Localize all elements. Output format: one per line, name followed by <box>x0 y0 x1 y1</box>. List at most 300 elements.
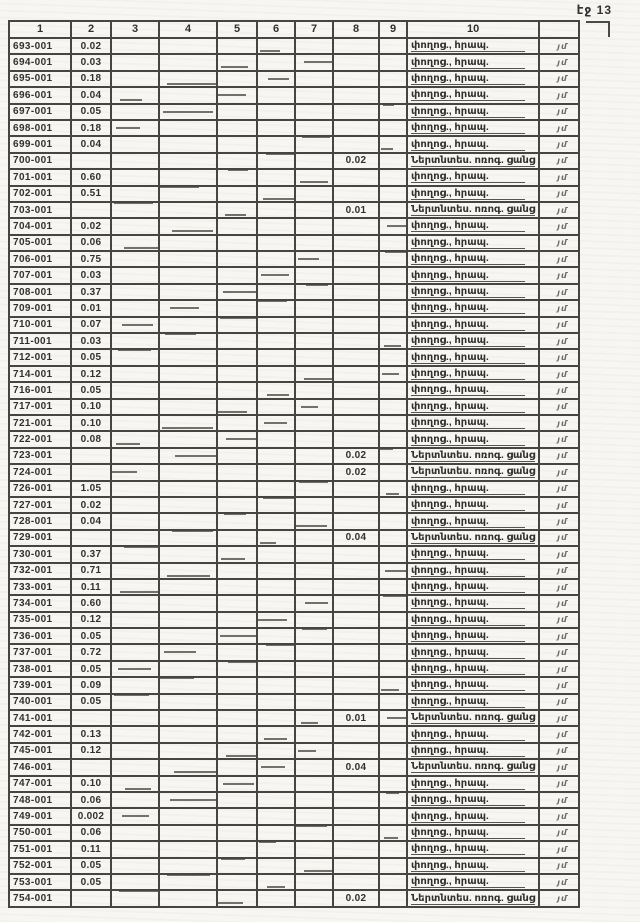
empty-cell <box>257 300 295 316</box>
empty-cell <box>295 186 333 202</box>
empty-cell <box>111 153 159 169</box>
description-text: փողոց., հրապ. <box>411 89 525 101</box>
land-use-description <box>407 890 539 906</box>
empty-cell <box>159 776 217 792</box>
parcel-code: 712-001 <box>9 349 71 365</box>
land-use-description <box>407 464 539 480</box>
empty-cell <box>159 104 217 120</box>
empty-cell <box>379 546 407 562</box>
margin-note-cell <box>539 136 579 152</box>
empty-cell <box>159 120 217 136</box>
scan-artifact-line <box>387 225 407 227</box>
header-row <box>9 21 579 38</box>
empty-cell <box>217 333 257 349</box>
empty-cell <box>257 415 295 431</box>
empty-cell <box>257 202 295 218</box>
empty-cell <box>379 513 407 529</box>
empty-cell <box>111 317 159 333</box>
handwritten-margin-note: յմ <box>557 221 568 231</box>
table-row <box>9 825 579 841</box>
parcel-code: 704-001 <box>9 218 71 234</box>
land-use-description <box>407 726 539 742</box>
col8-value <box>333 579 379 595</box>
area-value: 0.06 <box>71 235 111 251</box>
empty-cell <box>111 366 159 382</box>
empty-cell <box>379 563 407 579</box>
table-row <box>9 792 579 808</box>
empty-cell <box>257 513 295 529</box>
empty-cell <box>295 153 333 169</box>
col8-value <box>333 104 379 120</box>
description-text: փողոց., հրապ. <box>411 843 525 855</box>
land-use-description <box>407 841 539 857</box>
scan-artifact-line <box>384 345 401 347</box>
margin-note-cell <box>539 497 579 513</box>
empty-cell <box>159 153 217 169</box>
handwritten-margin-note: յմ <box>557 697 568 707</box>
handwritten-margin-note: յմ <box>557 566 568 576</box>
handwritten-margin-note: յմ <box>557 615 568 625</box>
empty-cell <box>379 284 407 300</box>
empty-cell <box>295 87 333 103</box>
empty-cell <box>111 38 159 54</box>
parcel-code: 696-001 <box>9 87 71 103</box>
handwritten-margin-note: յմ <box>557 41 568 51</box>
empty-cell <box>295 481 333 497</box>
col8-value: 0.02 <box>333 448 379 464</box>
margin-note-cell <box>539 726 579 742</box>
empty-cell <box>159 186 217 202</box>
description-text: փողոց., հրապ. <box>411 794 525 806</box>
margin-note-cell <box>539 776 579 792</box>
empty-cell <box>295 317 333 333</box>
handwritten-margin-note: յմ <box>557 467 568 477</box>
empty-cell <box>111 530 159 546</box>
scan-artifact-line <box>298 258 320 260</box>
margin-note-cell <box>539 186 579 202</box>
empty-cell <box>379 792 407 808</box>
margin-note-cell <box>539 300 579 316</box>
area-value: 0.72 <box>71 644 111 660</box>
handwritten-margin-note: յմ <box>557 320 568 330</box>
area-value: 1.05 <box>71 481 111 497</box>
col8-value <box>333 825 379 841</box>
empty-cell <box>257 694 295 710</box>
parcel-code: 711-001 <box>9 333 71 349</box>
column-header-3: 3 <box>111 21 159 38</box>
col8-value <box>333 366 379 382</box>
description-text: փողոց., հրապ. <box>411 417 525 429</box>
empty-cell <box>159 382 217 398</box>
col8-value <box>333 726 379 742</box>
margin-note-cell <box>539 317 579 333</box>
area-value: 0.04 <box>71 87 111 103</box>
parcel-code: 700-001 <box>9 153 71 169</box>
empty-cell <box>379 579 407 595</box>
col8-value <box>333 399 379 415</box>
empty-cell <box>257 120 295 136</box>
handwritten-margin-note: յմ <box>557 762 568 772</box>
empty-cell <box>295 431 333 447</box>
margin-note-cell <box>539 825 579 841</box>
margin-note-cell <box>539 530 579 546</box>
description-text: փողոց., հրապ. <box>411 286 525 298</box>
parcel-code: 714-001 <box>9 366 71 382</box>
empty-cell <box>257 776 295 792</box>
empty-cell <box>257 759 295 775</box>
empty-cell <box>111 104 159 120</box>
empty-cell <box>111 186 159 202</box>
empty-cell <box>295 595 333 611</box>
empty-cell <box>111 776 159 792</box>
scan-artifact-line <box>220 635 256 637</box>
land-use-description <box>407 300 539 316</box>
empty-cell <box>111 169 159 185</box>
empty-cell <box>111 513 159 529</box>
table-row <box>9 743 579 759</box>
empty-cell <box>217 694 257 710</box>
area-value <box>71 710 111 726</box>
empty-cell <box>111 874 159 890</box>
empty-cell <box>217 825 257 841</box>
margin-note-cell <box>539 841 579 857</box>
col8-value <box>333 694 379 710</box>
col8-value <box>333 71 379 87</box>
margin-note-cell <box>539 612 579 628</box>
handwritten-margin-note: յմ <box>557 238 568 248</box>
col8-value: 0.04 <box>333 530 379 546</box>
table-row <box>9 858 579 874</box>
empty-cell <box>111 481 159 497</box>
col8-value <box>333 267 379 283</box>
empty-cell <box>111 284 159 300</box>
empty-cell <box>295 399 333 415</box>
scan-artifact-line <box>268 78 289 80</box>
land-use-description <box>407 235 539 251</box>
col8-value <box>333 874 379 890</box>
empty-cell <box>295 546 333 562</box>
scan-artifact-line <box>261 274 288 276</box>
area-value <box>71 448 111 464</box>
empty-cell <box>379 497 407 513</box>
empty-cell <box>217 743 257 759</box>
table-row <box>9 563 579 579</box>
empty-cell <box>379 759 407 775</box>
empty-cell <box>159 497 217 513</box>
table-row <box>9 54 579 70</box>
table-row <box>9 448 579 464</box>
area-value: 0.71 <box>71 563 111 579</box>
empty-cell <box>257 874 295 890</box>
area-value: 0.75 <box>71 251 111 267</box>
table-row <box>9 874 579 890</box>
empty-cell <box>217 382 257 398</box>
empty-cell <box>257 792 295 808</box>
empty-cell <box>295 776 333 792</box>
description-text: փողոց., հրապ. <box>411 581 525 593</box>
empty-cell <box>111 612 159 628</box>
parcel-code: 742-001 <box>9 726 71 742</box>
table-row <box>9 546 579 562</box>
empty-cell <box>217 776 257 792</box>
margin-note-cell <box>539 284 579 300</box>
margin-note-cell <box>539 71 579 87</box>
scan-artifact-line <box>122 815 149 817</box>
description-text: փողոց., հրապ. <box>411 57 525 69</box>
parcel-code: 707-001 <box>9 267 71 283</box>
land-use-description <box>407 399 539 415</box>
area-value: 0.18 <box>71 71 111 87</box>
col8-value <box>333 595 379 611</box>
scan-artifact-line <box>298 750 316 752</box>
margin-note-cell <box>539 792 579 808</box>
empty-cell <box>159 448 217 464</box>
empty-cell <box>379 169 407 185</box>
scan-artifact-line <box>116 127 139 129</box>
col8-value <box>333 218 379 234</box>
col8-value <box>333 87 379 103</box>
description-text: փողոց., հրապ. <box>411 335 525 347</box>
empty-cell <box>217 71 257 87</box>
table-row <box>9 612 579 628</box>
table-row <box>9 481 579 497</box>
land-use-description <box>407 366 539 382</box>
area-value: 0.03 <box>71 333 111 349</box>
margin-note-cell <box>539 546 579 562</box>
empty-cell <box>295 104 333 120</box>
description-text: փողոց., հրապ. <box>411 827 525 839</box>
empty-cell <box>159 628 217 644</box>
scan-artifact-line <box>266 644 295 646</box>
land-use-description <box>407 169 539 185</box>
scan-artifact-line <box>259 841 276 843</box>
land-use-description <box>407 71 539 87</box>
area-value: 0.10 <box>71 415 111 431</box>
area-value: 0.12 <box>71 612 111 628</box>
area-value: 0.09 <box>71 677 111 693</box>
area-value <box>71 890 111 906</box>
margin-note-cell <box>539 415 579 431</box>
empty-cell <box>257 71 295 87</box>
empty-cell <box>159 267 217 283</box>
empty-cell <box>159 513 217 529</box>
empty-cell <box>217 251 257 267</box>
scan-artifact-line <box>175 455 217 457</box>
empty-cell <box>379 743 407 759</box>
empty-cell <box>295 579 333 595</box>
scan-artifact-line <box>167 874 211 876</box>
scan-artifact-line <box>387 717 406 719</box>
land-use-description <box>407 284 539 300</box>
margin-note-cell <box>539 595 579 611</box>
empty-cell <box>111 808 159 824</box>
empty-cell <box>159 136 217 152</box>
empty-cell <box>295 628 333 644</box>
table-row <box>9 251 579 267</box>
scan-artifact-line <box>174 771 217 773</box>
empty-cell <box>295 464 333 480</box>
empty-cell <box>257 218 295 234</box>
empty-cell <box>379 251 407 267</box>
column-header-2: 2 <box>71 21 111 38</box>
handwritten-margin-note: յմ <box>557 107 568 117</box>
land-use-description <box>407 54 539 70</box>
scan-artifact-line <box>260 50 280 52</box>
area-value: 0.37 <box>71 546 111 562</box>
margin-note-cell <box>539 251 579 267</box>
scan-artifact-line <box>218 94 246 96</box>
empty-cell <box>257 661 295 677</box>
empty-cell <box>379 677 407 693</box>
land-parcel-table <box>8 20 580 908</box>
scan-artifact-line <box>260 542 276 544</box>
col8-value <box>333 743 379 759</box>
handwritten-margin-note: յմ <box>557 156 568 166</box>
empty-cell <box>111 120 159 136</box>
scan-artifact-line <box>381 689 399 691</box>
margin-note-cell <box>539 644 579 660</box>
col8-value <box>333 546 379 562</box>
land-use-description <box>407 153 539 169</box>
empty-cell <box>217 759 257 775</box>
area-value: 0.05 <box>71 661 111 677</box>
margin-note-cell <box>539 464 579 480</box>
empty-cell <box>159 169 217 185</box>
scan-artifact-line <box>261 766 285 768</box>
land-use-description <box>407 595 539 611</box>
handwritten-margin-note: յմ <box>557 746 568 756</box>
description-text: փողոց., հրապ. <box>411 139 525 151</box>
empty-cell <box>257 530 295 546</box>
handwritten-margin-note: յմ <box>557 369 568 379</box>
parcel-code: 735-001 <box>9 612 71 628</box>
margin-note-cell <box>539 38 579 54</box>
empty-cell <box>217 563 257 579</box>
col8-value <box>333 858 379 874</box>
empty-cell <box>159 743 217 759</box>
area-value: 0.10 <box>71 776 111 792</box>
scan-artifact-line <box>124 546 160 548</box>
description-text: փողոց., հրապ. <box>411 352 525 364</box>
margin-note-cell <box>539 104 579 120</box>
empty-cell <box>159 284 217 300</box>
corner-bracket-mark <box>586 21 610 37</box>
empty-cell <box>379 464 407 480</box>
table-row <box>9 382 579 398</box>
handwritten-margin-note: յմ <box>557 828 568 838</box>
empty-cell <box>159 333 217 349</box>
empty-cell <box>159 808 217 824</box>
area-value: 0.02 <box>71 218 111 234</box>
table-row <box>9 317 579 333</box>
empty-cell <box>257 136 295 152</box>
land-use-description <box>407 448 539 464</box>
scan-artifact-line <box>116 443 140 445</box>
description-text: փողոց., հրապ. <box>411 565 525 577</box>
description-text: փողոց., հրապ. <box>411 237 525 249</box>
parcel-code: 745-001 <box>9 743 71 759</box>
empty-cell <box>295 169 333 185</box>
empty-cell <box>111 415 159 431</box>
empty-cell <box>217 497 257 513</box>
empty-cell <box>379 186 407 202</box>
empty-cell <box>295 235 333 251</box>
empty-cell <box>217 546 257 562</box>
scan-artifact-line <box>165 333 196 335</box>
margin-note-cell <box>539 759 579 775</box>
empty-cell <box>379 726 407 742</box>
empty-cell <box>379 120 407 136</box>
land-use-description <box>407 218 539 234</box>
handwritten-margin-note: յմ <box>557 861 568 871</box>
margin-note-cell <box>539 54 579 70</box>
empty-cell <box>379 54 407 70</box>
empty-cell <box>159 366 217 382</box>
margin-note-cell <box>539 202 579 218</box>
land-use-description <box>407 792 539 808</box>
scan-artifact-line <box>221 858 245 860</box>
empty-cell <box>159 251 217 267</box>
handwritten-margin-note: յմ <box>557 779 568 789</box>
empty-cell <box>257 677 295 693</box>
description-text: փողոց., հրապ. <box>411 319 525 331</box>
handwritten-margin-note: յմ <box>557 336 568 346</box>
col8-value: 0.04 <box>333 759 379 775</box>
empty-cell <box>379 628 407 644</box>
parcel-code: 724-001 <box>9 464 71 480</box>
area-value: 0.02 <box>71 497 111 513</box>
empty-cell <box>111 595 159 611</box>
col8-value: 0.01 <box>333 202 379 218</box>
empty-cell <box>217 710 257 726</box>
parcel-code: 717-001 <box>9 399 71 415</box>
empty-cell <box>379 776 407 792</box>
empty-cell <box>217 87 257 103</box>
empty-cell <box>379 399 407 415</box>
empty-cell <box>159 71 217 87</box>
empty-cell <box>217 120 257 136</box>
scan-artifact-line <box>112 471 137 473</box>
parcel-code: 705-001 <box>9 235 71 251</box>
scan-artifact-line <box>228 661 257 663</box>
margin-note-cell <box>539 431 579 447</box>
area-value: 0.05 <box>71 382 111 398</box>
col8-value <box>333 513 379 529</box>
land-use-description <box>407 481 539 497</box>
parcel-code: 722-001 <box>9 431 71 447</box>
scan-artifact-line <box>162 427 213 429</box>
handwritten-margin-note: յմ <box>557 451 568 461</box>
scan-artifact-line <box>299 481 328 483</box>
margin-note-cell <box>539 382 579 398</box>
land-use-description <box>407 710 539 726</box>
empty-cell <box>295 267 333 283</box>
empty-cell <box>217 349 257 365</box>
description-text: Ներտնտես. ոռոգ. ցանց <box>411 761 536 773</box>
empty-cell <box>217 595 257 611</box>
description-text: Ներտնտես. ոռոգ. ցանց <box>411 154 536 166</box>
empty-cell <box>295 890 333 906</box>
area-value: 0.05 <box>71 858 111 874</box>
parcel-code: 706-001 <box>9 251 71 267</box>
empty-cell <box>257 104 295 120</box>
table-row <box>9 464 579 480</box>
description-text: փողոց., հրապ. <box>411 73 525 85</box>
area-value: 0.05 <box>71 349 111 365</box>
table-row <box>9 661 579 677</box>
empty-cell <box>111 54 159 70</box>
description-text: փողոց., հրապ. <box>411 663 525 675</box>
